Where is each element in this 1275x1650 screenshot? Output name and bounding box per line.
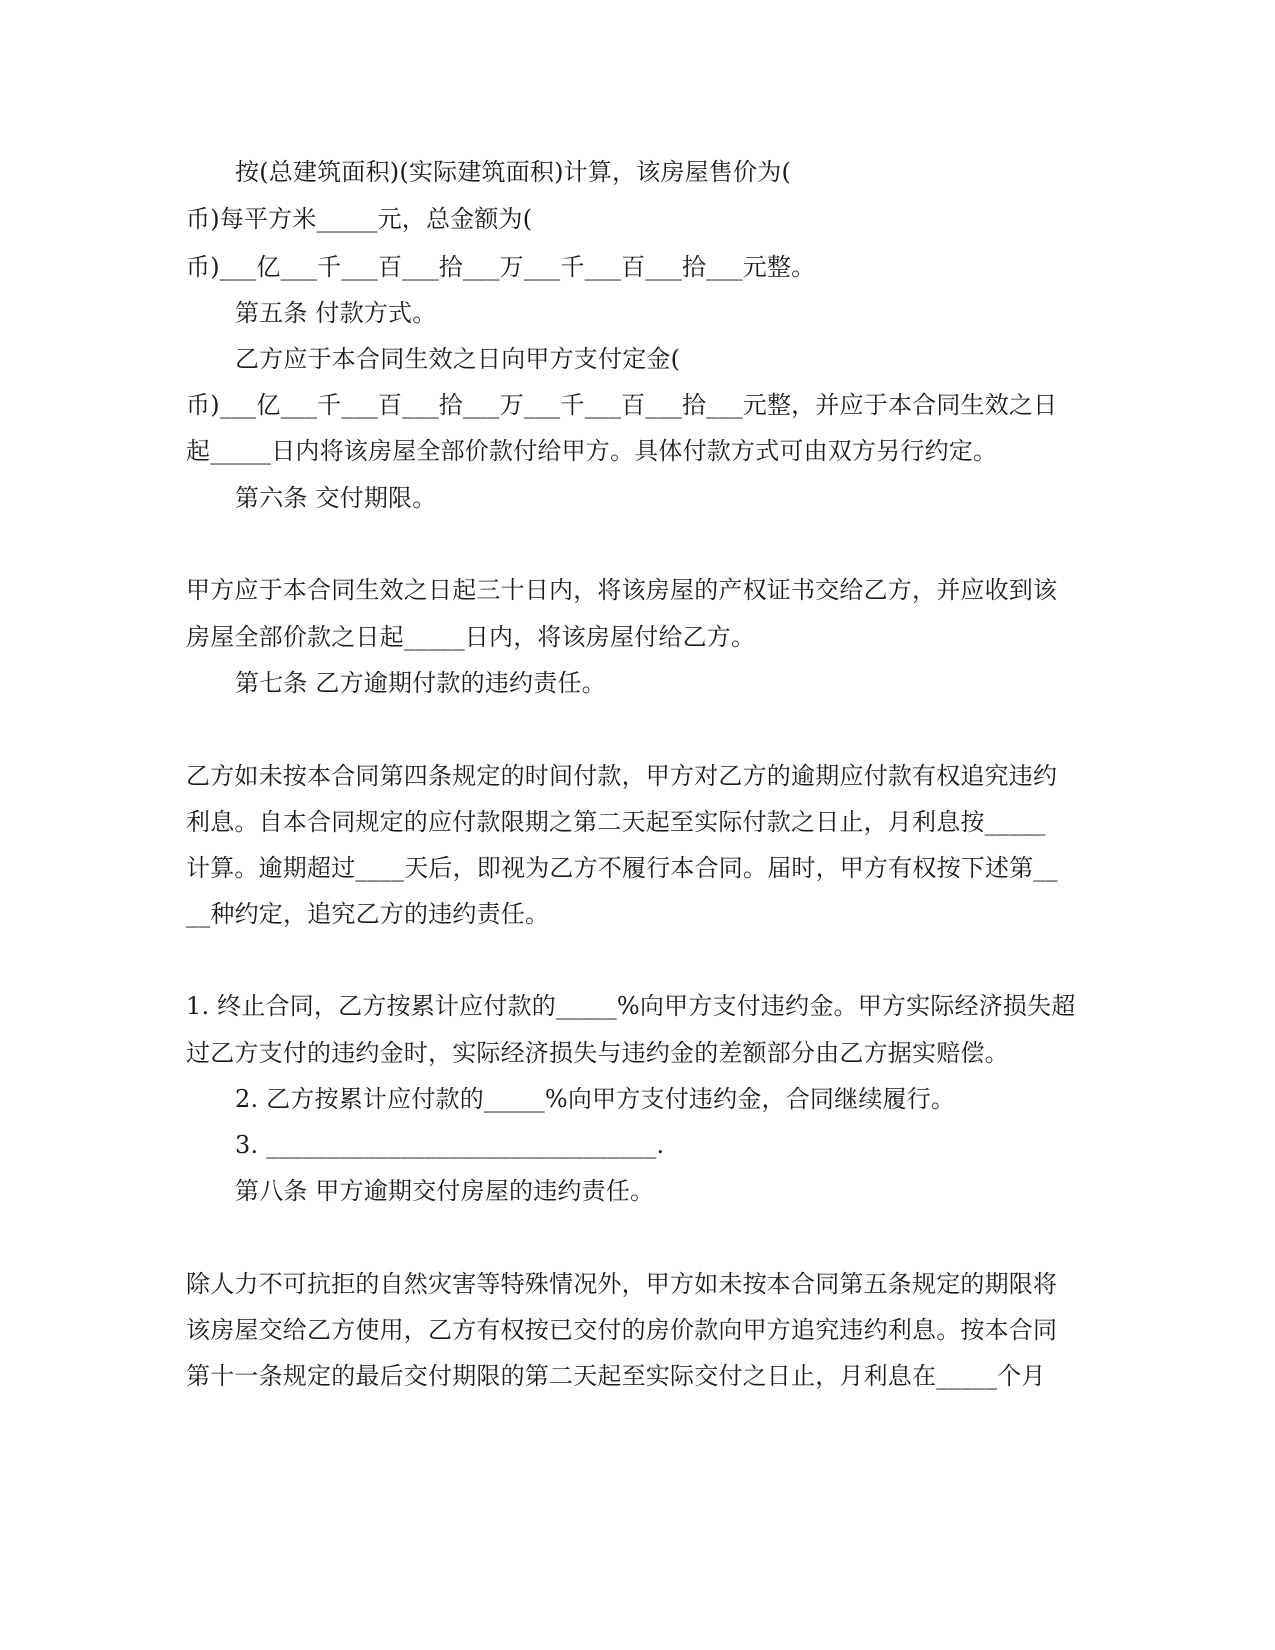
text-line: 除人力不可抗拒的自然灾害等特殊情况外，甲方如未按本合同第五条规定的期限将: [186, 1270, 1058, 1298]
text-line: 计算。逾期超过____天后，即视为乙方不履行本合同。届时，甲方有权按下述第__: [186, 854, 1058, 882]
text-line: 币)___亿___千___百___拾___万___千___百___拾___元整。: [186, 253, 816, 281]
article-heading: 第六条 交付期限。: [235, 484, 437, 512]
text-line: 2. 乙方按累计应付款的_____%向甲方支付违约金，合同继续履行。: [235, 1085, 956, 1113]
text-line: __种约定，追究乙方的违约责任。: [186, 900, 550, 928]
text-line: 3. ________________________________.: [235, 1131, 665, 1159]
article-heading: 第八条 甲方逾期交付房屋的违约责任。: [235, 1177, 655, 1205]
text-line: 过乙方支付的违约金时，实际经济损失与违约金的差额部分由乙方据实赔偿。: [186, 1039, 1009, 1067]
text-line: 利息。自本合同规定的应付款限期之第二天起至实际付款之日止，月利息按_____: [186, 808, 1046, 836]
article-heading: 第七条 乙方逾期付款的违约责任。: [235, 669, 606, 697]
text-line: 甲方应于本合同生效之日起三十日内，将该房屋的产权证书交给乙方，并应收到该: [186, 576, 1058, 604]
article-heading: 第五条 付款方式。: [235, 299, 437, 327]
text-line: 起_____日内将该房屋全部价款付给甲方。具体付款方式可由双方另行约定。: [186, 437, 998, 465]
text-line: 按(总建筑面积)(实际建筑面积)计算，该房屋售价为(: [235, 158, 792, 186]
text-line: 乙方应于本合同生效之日向甲方支付定金(: [235, 345, 681, 373]
text-line: 房屋全部价款之日起_____日内，将该房屋付给乙方。: [186, 623, 756, 651]
text-line: 币)___亿___千___百___拾___万___千___百___拾___元整，并应于本合同生效之日: [186, 391, 1058, 419]
text-line: 币)每平方米_____元，总金额为(: [186, 205, 533, 233]
text-line: 第十一条规定的最后交付期限的第二天起至实际交付之日止，月利息在_____个月: [186, 1362, 1046, 1390]
text-line: 乙方如未按本合同第四条规定的时间付款，甲方对乙方的逾期应付款有权追究违约: [186, 762, 1058, 790]
text-line: 该房屋交给乙方使用，乙方有权按已交付的房价款向甲方追究违约利息。按本合同: [186, 1316, 1058, 1344]
text-line: 1. 终止合同，乙方按累计应付款的_____%向甲方支付违约金。甲方实际经济损失超: [186, 992, 1076, 1020]
